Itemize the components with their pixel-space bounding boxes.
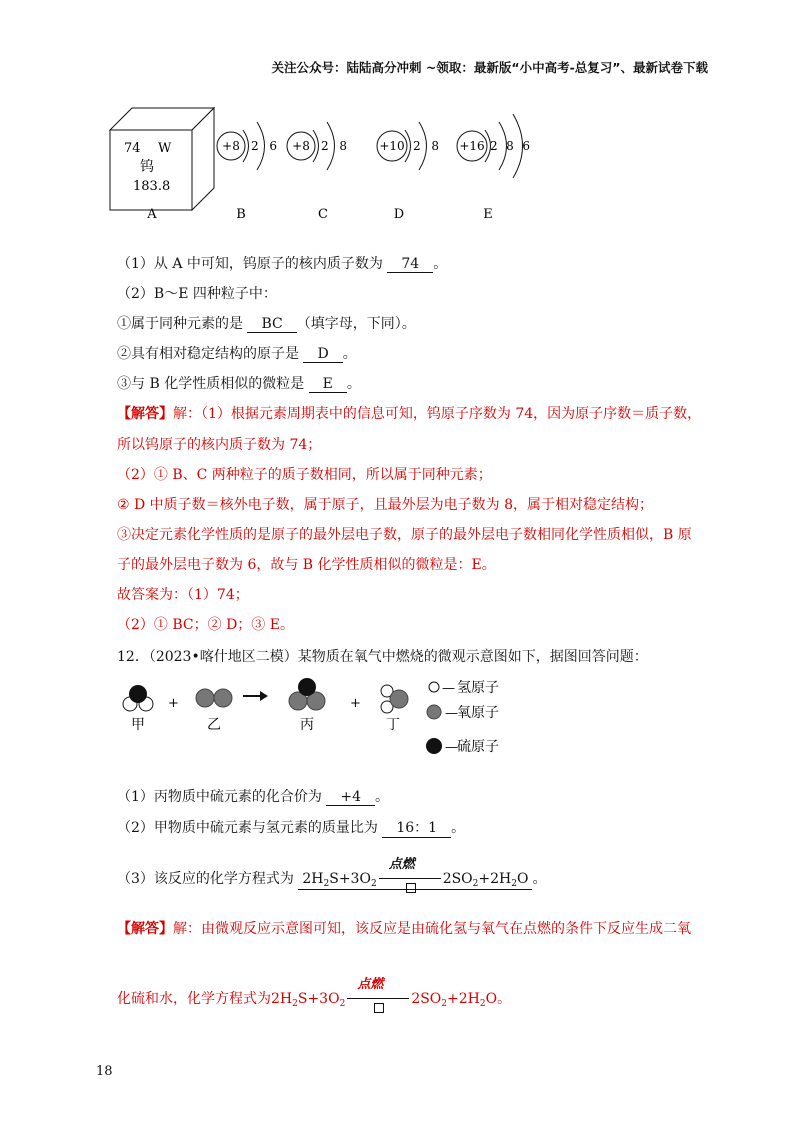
q11-solution-5: ③决定元素化学性质的是原子的最外层电子数，原子的最外层电子数相同化学性质相似，B 原 xyxy=(117,527,692,543)
svg-text:甲: 甲 xyxy=(131,717,145,733)
q11-answer1: 74 xyxy=(387,256,433,273)
atom-e xyxy=(457,114,530,178)
element-name: 钨 xyxy=(140,159,154,175)
q12-stem: 12．（2023•喀什地区二模）某物质在氧气中燃烧的微观示意图如下，据图回答问题： xyxy=(117,649,648,665)
svg-text:丁: 丁 xyxy=(386,717,400,733)
q11-solution-6: 子的最外层电子数为 6，故与 B 化学性质相似的微粒是：E。 xyxy=(117,557,496,573)
svg-text:乙: 乙 xyxy=(207,717,221,733)
solution-tag: 【解答】 xyxy=(117,406,173,422)
q12-equation-answer: $2H_2S+3O_2$ 点燃 $2SO_2+2H_2O$ xyxy=(298,869,532,890)
atom-c xyxy=(287,122,347,170)
legend xyxy=(426,680,499,755)
q11-solution-3: （2）① B、C 两种粒子的质子数相同，所以属于同种元素； xyxy=(117,467,492,483)
legend-sulfur: 硫原子 xyxy=(457,739,499,755)
reaction-arrow xyxy=(243,691,268,701)
page-header: 关注公众号：陆陆高分冲刺 ~领取：最新版“小中高考-总复习”、最新试卷下载 xyxy=(271,60,708,75)
q11-solution-2: 所以钨原子的核内质子数为 74； xyxy=(117,437,322,453)
q11-part2: （2）B～E 四种粒子中： xyxy=(117,286,277,302)
molecule-bing xyxy=(289,678,325,733)
atomic-number: 74 xyxy=(124,141,141,156)
reaction-diagram xyxy=(110,674,530,774)
q11-answer-e: E xyxy=(309,376,347,393)
svg-text:+: + xyxy=(350,696,361,711)
molecule-yi xyxy=(196,689,232,733)
q11-final-answer-2: （2）① BC；② D；③ E。 xyxy=(117,617,294,633)
molecule-ding xyxy=(381,685,408,733)
q12-answer1: +4 xyxy=(326,789,375,806)
svg-text:—: — xyxy=(445,706,458,721)
svg-text:2 8: 2 8 xyxy=(413,139,439,153)
q12-answer2: 16：1 xyxy=(382,817,451,838)
atom-d xyxy=(377,122,439,170)
label-b: B xyxy=(236,207,246,222)
q12-part3: （3）该反应的化学方程式为 $2H_2S+3O_2$ 点燃 $2SO_2+2H_2O$ 。 xyxy=(117,868,546,890)
q12-part2: （2）甲物质中硫元素与氢元素的质量比为 16：1 。 xyxy=(117,817,465,838)
q12-solution-equation: $2H_2S+3O_2$ 点燃 $2SO_2+2H_2O$ xyxy=(271,991,497,1007)
plus-sign: + xyxy=(168,696,179,711)
label-e: E xyxy=(483,207,493,222)
svg-text:—: — xyxy=(442,681,455,696)
q12-part1: （1）丙物质中硫元素的化合价为 +4 。 xyxy=(117,789,390,805)
svg-text:—: — xyxy=(445,740,458,755)
atom-structure-figure xyxy=(100,92,540,227)
legend-oxygen: 氧原子 xyxy=(457,705,499,721)
q11-answer-d: D xyxy=(303,346,342,363)
label-a: A xyxy=(147,207,157,222)
svg-text:+16: +16 xyxy=(459,139,485,153)
label-c: C xyxy=(318,207,328,222)
molecule-jia xyxy=(123,685,153,733)
element-symbol: W xyxy=(158,141,172,156)
q12-solution-1: 【解答】解：由微观反应示意图可知，该反应是由硫化氢与氧气在点燃的条件下反应生成二氧 xyxy=(117,921,691,937)
q12-solution-2: 化硫和水，化学方程式为$2H_2S+3O_2$ 点燃 $2SO_2+2H_2O$。 xyxy=(117,988,511,1009)
svg-text:2 8: 2 8 xyxy=(321,139,347,153)
svg-text:丙: 丙 xyxy=(300,717,314,733)
page-number: 18 xyxy=(96,1064,113,1079)
element-cell xyxy=(110,108,214,210)
atomic-mass: 183.8 xyxy=(133,179,171,194)
svg-text:+8: +8 xyxy=(292,139,310,153)
q11-part1: （1）从 A 中可知，钨原子的核内质子数为 74 。 xyxy=(117,256,448,272)
q11-answer-bc: BC xyxy=(247,316,296,333)
atom-b xyxy=(217,122,277,170)
svg-text:+8: +8 xyxy=(222,139,240,153)
svg-text:2 8 6: 2 8 6 xyxy=(490,139,530,153)
q11-solution-4: ② D 中质子数＝核外电子数，属于原子，且最外层为电子数为 8，属于相对稳定结构； xyxy=(117,497,654,513)
q11-sub1: ①属于同种元素的是 BC （填字母，下同）。 xyxy=(117,316,416,332)
label-d: D xyxy=(393,207,405,222)
legend-hydrogen: 氢原子 xyxy=(457,680,499,696)
q11-solution-1: 【解答】解：（1）根据元素周期表中的信息可知，钨原子序数为 74，因为原子序数＝质子数， xyxy=(117,406,702,422)
q11-sub2: ②具有相对稳定结构的原子是 D 。 xyxy=(117,346,357,362)
svg-text:+10: +10 xyxy=(379,139,405,153)
svg-text:2 6: 2 6 xyxy=(251,139,277,153)
q11-sub3: ③与 B 化学性质相似的微粒是 E 。 xyxy=(117,376,361,392)
q11-final-answer-1: 故答案为：（1）74； xyxy=(117,587,249,603)
